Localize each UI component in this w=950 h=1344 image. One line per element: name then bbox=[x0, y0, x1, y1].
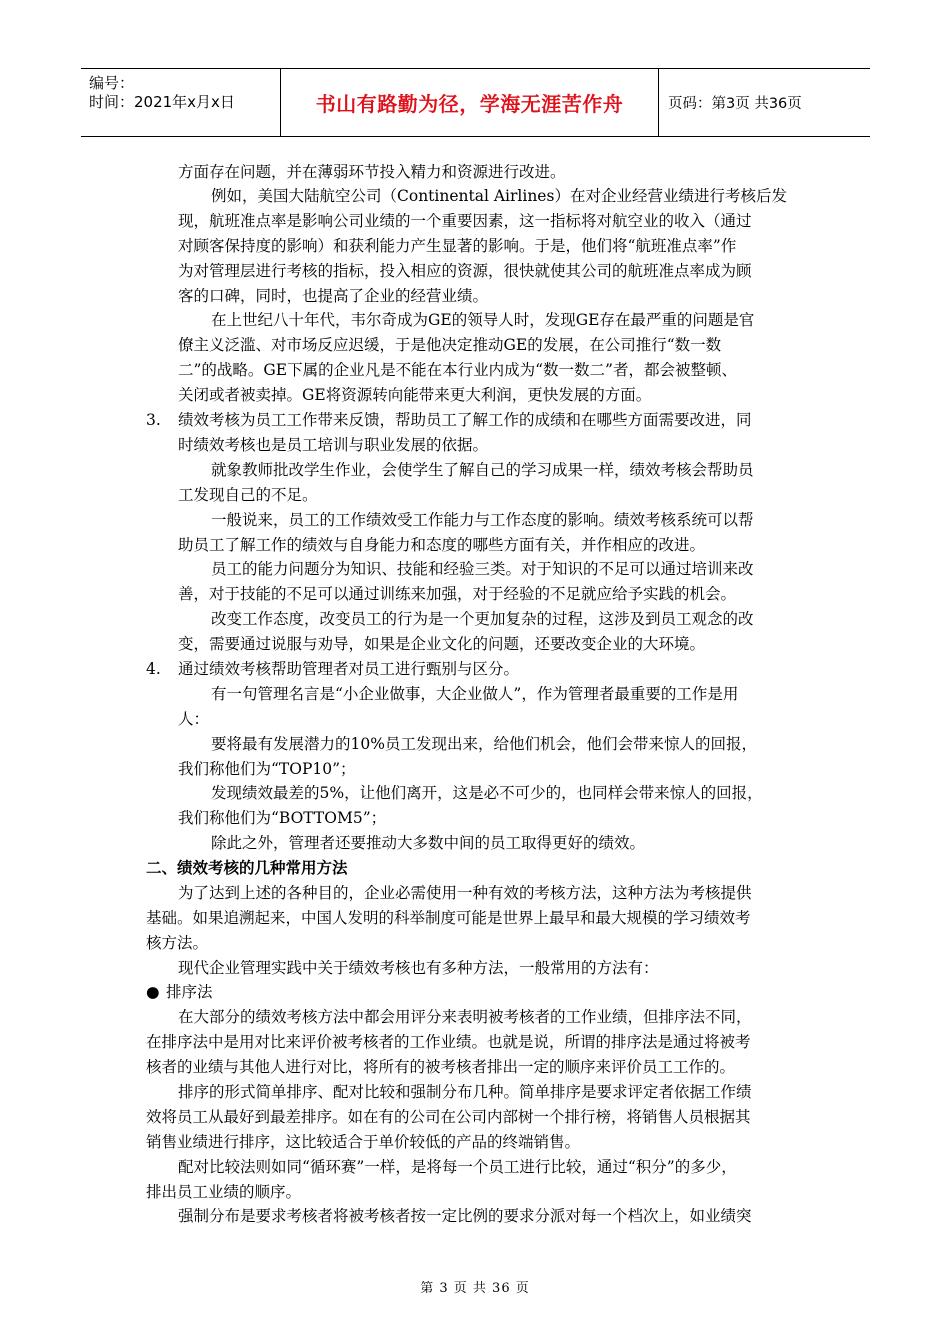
text-line: 为对管理层进行考核的指标，投入相应的资源，很快就使其公司的航班准点率成为顾 bbox=[178, 262, 752, 280]
text-line: 关闭或者被卖掉。GE将资源转向能带来更大利润，更快发展的方面。 bbox=[178, 386, 652, 404]
doc-number-label: 编号： bbox=[89, 74, 135, 92]
bullet-icon: ● bbox=[146, 983, 160, 1001]
header-page-info: 页码：第3页 共36页 bbox=[668, 96, 802, 112]
text-line: 助员工了解工作的绩效与自身能力和态度的哪些方面有关，并作相应的改进。 bbox=[178, 536, 706, 554]
text-line: 我们称他们为“TOP10”； bbox=[178, 760, 356, 778]
text-line: 变，需要通过说服与劝导，如果是企业文化的问题，还要改变企业的大环境。 bbox=[178, 635, 706, 653]
header-meta-cell bbox=[81, 69, 281, 136]
text-line: 就象教师批改学生作业，会使学生了解自己的学习成果一样，绩效考核会帮助员 bbox=[211, 461, 754, 479]
text-line: 配对比较法则如同“循环赛”一样，是将每一个员工进行比较，通过“积分”的多少， bbox=[178, 1158, 737, 1176]
text-line: 有一句管理名言是“小企业做事，大企业做人”，作为管理者最重要的工作是用 bbox=[211, 685, 739, 703]
text-line: 现代企业管理实践中关于绩效考核也有多种方法，一般常用的方法有： bbox=[178, 959, 659, 977]
text-line: 二”的战略。GE下属的企业凡是不能在本行业内成为“数一数二”者，都会被整顿、 bbox=[178, 361, 737, 379]
text-line: 强制分布是要求考核者将被考核者按一定比例的要求分派对每一个档次上，如业绩突 bbox=[178, 1207, 752, 1225]
text-line: 现，航班准点率是影响公司业绩的一个重要因素，这一指标将对航空业的收入（通过 bbox=[178, 212, 752, 230]
header-motto: 书山有路勤为径，学海无涯苦作舟 bbox=[281, 69, 659, 136]
text-line: 一般说来，员工的工作绩效受工作能力与工作态度的影响。绩效考核系统可以帮 bbox=[211, 511, 754, 529]
text-line: 销售业绩进行排序，这比较适合于单价较低的产品的终端销售。 bbox=[146, 1133, 581, 1151]
doc-date-label: 时间：2021年x月x日 bbox=[89, 93, 235, 111]
text-line: 基础。如果追溯起来，中国人发明的科举制度可能是世界上最早和最大规模的学习绩效考 bbox=[146, 909, 751, 927]
text-line: 除此之外，管理者还要推动大多数中间的员工取得更好的绩效。 bbox=[211, 834, 646, 852]
text-line: 僚主义泛滥、对市场反应迟缓，于是他决定推动GE的发展，在公司推行“数一数 bbox=[178, 336, 722, 354]
text-line: 工发现自己的不足。 bbox=[178, 486, 318, 504]
text-line: 人： bbox=[178, 710, 210, 728]
text-line: 排出员工业绩的顺序。 bbox=[146, 1183, 302, 1201]
text-line: 例如，美国大陆航空公司（Continental Airlines）在对企业经营业绩进行考核后发 bbox=[211, 187, 787, 205]
text-line: 效将员工从最好到最差排序。如在有的公司在公司内部树一个排行榜，将销售人员根据其 bbox=[146, 1108, 751, 1126]
page-footer: 第 3 页 共 36 页 bbox=[420, 1281, 530, 1296]
text-line: 时绩效考核也是员工培训与职业发展的依据。 bbox=[178, 436, 489, 454]
text-line: 在排序法中是用对比来评价被考核者的工作业绩。也就是说，所谓的排序法是通过将被考 bbox=[146, 1033, 751, 1051]
list-number: 3. bbox=[146, 411, 161, 429]
text-line: 员工的能力问题分为知识、技能和经验三类。对于知识的不足可以通过培训来改 bbox=[211, 560, 754, 578]
text-line: 我们称他们为“BOTTOM5”； bbox=[178, 809, 387, 827]
text-line: 善，对于技能的不足可以通过训练来加强，对于经验的不足就应给予实践的机会。 bbox=[178, 585, 737, 603]
text-line: 核方法。 bbox=[146, 934, 209, 952]
text-line: 为了达到上述的各种目的，企业必需使用一种有效的考核方法，这种方法为考核提供 bbox=[178, 884, 752, 902]
text-line: 方面存在问题，并在薄弱环节投入精力和资源进行改进。 bbox=[178, 163, 566, 181]
section-heading: 二、绩效考核的几种常用方法 bbox=[146, 859, 348, 877]
text-line: 要将最有发展潜力的10%员工发现出来，给他们机会，他们会带来惊人的回报， bbox=[211, 735, 757, 753]
text-line: 核者的业绩与其他人进行对比，将所有的被考核者排出一定的顺序来评价员工工作的。 bbox=[146, 1058, 736, 1076]
text-line: 改变工作态度，改变员工的行为是一个更加复杂的过程，这涉及到员工观念的改 bbox=[211, 610, 754, 628]
text-line: 对顾客保持度的影响）和获利能力产生显著的影响。于是，他们将“航班准点率”作 bbox=[178, 237, 737, 255]
text-line: 客的口碑，同时，也提高了企业的经营业绩。 bbox=[178, 287, 489, 305]
text-line: 通过绩效考核帮助管理者对员工进行甄别与区分。 bbox=[178, 660, 520, 678]
text-line: 发现绩效最差的5%，让他们离开，这是必不可少的，也同样会带来惊人的回报， bbox=[211, 784, 763, 802]
text-line: 绩效考核为员工工作带来反馈，帮助员工了解工作的成绩和在哪些方面需要改进，同 bbox=[178, 411, 752, 429]
text-line: 排序的形式简单排序、配对比较和强制分布几种。简单排序是要求评定者依据工作绩 bbox=[178, 1083, 752, 1101]
text-line: 在上世纪八十年代，韦尔奇成为GE的领导人时，发现GE存在最严重的问题是官 bbox=[211, 311, 755, 329]
text-line: 在大部分的绩效考核方法中都会用评分来表明被考核者的工作业绩，但排序法不同， bbox=[178, 1008, 752, 1026]
page-header bbox=[81, 68, 870, 137]
bullet-title: 排序法 bbox=[166, 983, 213, 1001]
list-number: 4. bbox=[146, 660, 161, 678]
